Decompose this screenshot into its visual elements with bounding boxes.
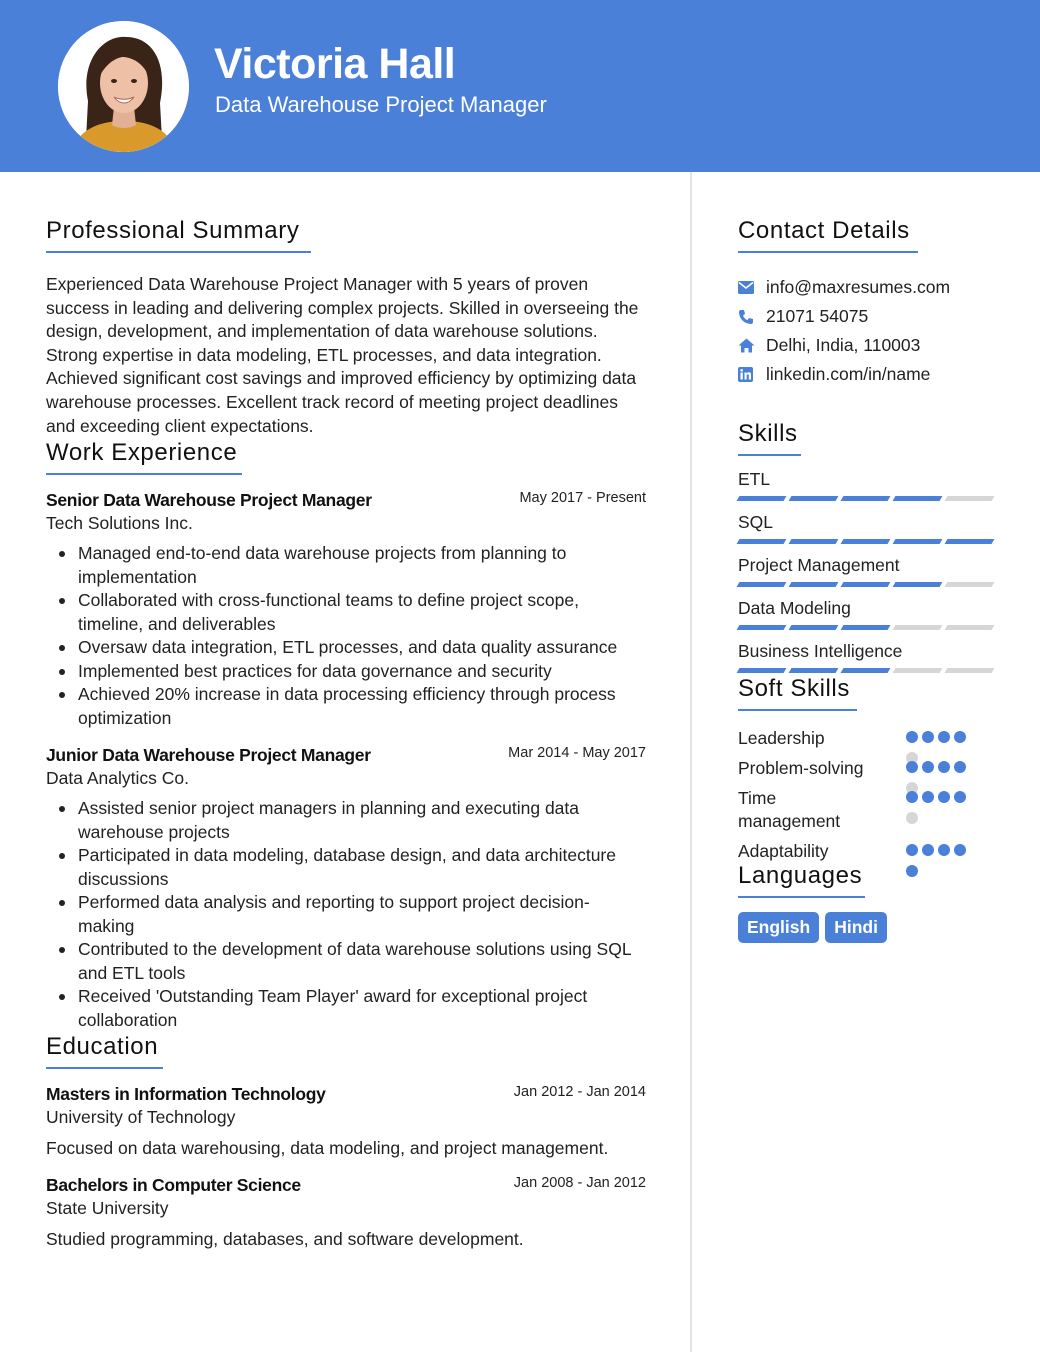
contact-linkedin-text: linkedin.com/in/name [766,364,931,384]
skill-level-segment [893,539,943,544]
language-badge: English [738,912,819,943]
list-item: Performed data analysis and reporting to support project decision-making [46,891,646,938]
soft-skill-item [738,787,998,840]
list-item: Assisted senior project managers in planning and executing data warehouse projects [46,797,646,844]
skill-dot [954,791,966,803]
list-item: Participated in data modeling, database design, and data architecture discussions [46,844,646,891]
job-bullets [46,797,646,1032]
skill-name: Project Management [738,555,900,575]
soft-skills-list [738,727,998,870]
skill-item [738,640,998,674]
contact-email[interactable] [738,273,998,302]
skill-dot [954,844,966,856]
envelope-icon [738,281,766,294]
skill-name: SQL [738,512,774,532]
section-title-contact: Contact Details [738,216,918,253]
skill-dot [906,865,918,877]
skill-dot [922,731,934,743]
skill-level-segment [841,582,891,587]
skill-dot [938,761,950,773]
soft-skill-item [738,727,998,757]
school: University of Technology [46,1107,236,1128]
list-item: Managed end-to-end data warehouse projects from planning to implementation [46,542,646,589]
skill-item [738,554,998,597]
linkedin-icon [738,367,766,382]
candidate-name: Victoria Hall [214,40,456,88]
contact-email-text: info@maxresumes.com [766,277,951,297]
skills-list [738,468,998,674]
skill-dot [922,761,934,773]
job-role: Junior Data Warehouse Project Manager [46,745,371,766]
list-item: Collaborated with cross-functional teams to define project scope, timeline, and deliverables [46,589,646,636]
skill-dot [954,731,966,743]
education-description: Focused on data warehousing, data modeling, and project management. [46,1138,609,1159]
skill-level-segment [737,539,787,544]
skill-dot [922,844,934,856]
skill-name: ETL [738,469,771,489]
soft-skill-name: Leadership [738,728,825,748]
sidebar-column [738,216,998,943]
job-date: May 2017 - Present [519,490,646,507]
section-title-skills: Skills [738,419,801,456]
contact-phone-text: 21071 54075 [766,306,869,326]
list-item: Implemented best practices for data governance and security [46,660,646,684]
soft-skill-name: Adaptability [738,841,829,861]
soft-skill-name: Time management [738,788,841,831]
language-badge: Hindi [825,912,887,943]
job-company: Tech Solutions Inc. [46,513,193,534]
education-date: Jan 2012 - Jan 2014 [513,1084,646,1101]
skill-level-segment [841,496,891,501]
skill-level-segment [893,582,943,587]
contact-linkedin[interactable] [738,360,998,389]
education-entry [46,1083,646,1160]
skill-level-segment [893,668,943,673]
summary-text: Experienced Data Warehouse Project Manager with 5 years of proven success in leading and delivering complex projects. Skilled in overseeing the design, development, and implementation of data warehouse solutions. Strong expertise in data modeling, ETL processes, and data integration. Achieved significant cost savings and improved efficiency by optimizing data warehouse processes. Excellent track record of meeting project deadlines and exceeding client expectations. [46,274,639,436]
job-title-heading: Data Warehouse Project Manager [215,92,547,117]
skill-level-segment [893,496,943,501]
skill-dot [906,812,918,824]
section-title-summary: Professional Summary [46,216,311,253]
soft-skill-item [738,757,998,787]
skill-name: Data Modeling [738,598,851,618]
job-entry [46,489,646,730]
contact-list [738,273,998,389]
skill-level-bar [738,668,998,673]
education-description: Studied programming, databases, and software development. [46,1229,524,1250]
skill-level-segment [737,582,787,587]
education-entry [46,1174,646,1251]
skill-level-segment [841,539,891,544]
skill-name: Business Intelligence [738,641,903,661]
list-item: Contributed to the development of data warehouse solutions using SQL and ETL tools [46,938,646,985]
phone-icon [738,309,766,325]
skill-item [738,468,998,511]
skill-level-segment [945,496,995,501]
list-item: Achieved 20% increase in data processing efficiency through process optimization [46,683,646,730]
soft-skill-dots [906,791,982,833]
skill-level-segment [789,539,839,544]
list-item: Received 'Outstanding Team Player' award for exceptional project collaboration [46,985,646,1032]
skill-dot [938,844,950,856]
skill-level-segment [945,539,995,544]
job-role: Senior Data Warehouse Project Manager [46,490,372,511]
skill-dot [938,791,950,803]
skill-level-segment [789,496,839,501]
contact-phone[interactable] [738,302,998,331]
skill-level-bar [738,496,998,501]
skill-item [738,597,998,640]
skill-level-segment [737,496,787,501]
header-banner [0,0,1040,172]
contact-location-text: Delhi, India, 110003 [766,335,921,355]
skill-level-segment [945,582,995,587]
section-title-soft-skills: Soft Skills [738,674,857,711]
skill-level-segment [841,625,891,630]
skill-level-segment [945,668,995,673]
avatar [58,21,189,152]
job-date: Mar 2014 - May 2017 [508,745,646,762]
skill-level-segment [789,625,839,630]
skill-level-segment [893,625,943,630]
job-company: Data Analytics Co. [46,768,189,789]
section-title-education: Education [46,1032,163,1069]
contact-location [738,331,998,360]
skill-dot [954,761,966,773]
skill-dot [906,791,918,803]
skill-level-segment [737,668,787,673]
home-icon [738,338,766,353]
soft-skill-item [738,840,998,870]
skill-level-segment [737,625,787,630]
languages-list [738,912,998,943]
skill-dot [906,761,918,773]
list-item: Oversaw data integration, ETL processes, and data quality assurance [46,636,646,660]
soft-skill-dots [906,844,982,886]
school: State University [46,1198,169,1219]
section-title-languages: Languages [738,861,865,898]
education-date: Jan 2008 - Jan 2012 [513,1175,646,1192]
degree: Bachelors in Computer Science [46,1175,301,1196]
skill-level-segment [841,668,891,673]
skill-level-segment [945,625,995,630]
skill-level-bar [738,582,998,587]
skill-level-segment [789,668,839,673]
job-bullets [46,542,646,730]
degree: Masters in Information Technology [46,1084,326,1105]
skill-level-bar [738,539,998,544]
skill-level-segment [789,582,839,587]
skill-dot [938,731,950,743]
skill-level-bar [738,625,998,630]
section-title-work: Work Experience [46,438,242,475]
skill-dot [922,791,934,803]
skill-item [738,511,998,554]
skill-dot [906,731,918,743]
job-entry [46,744,646,1032]
main-column [46,216,646,1251]
soft-skill-name: Problem-solving [738,758,864,778]
column-divider [690,172,692,1352]
skill-dot [906,844,918,856]
